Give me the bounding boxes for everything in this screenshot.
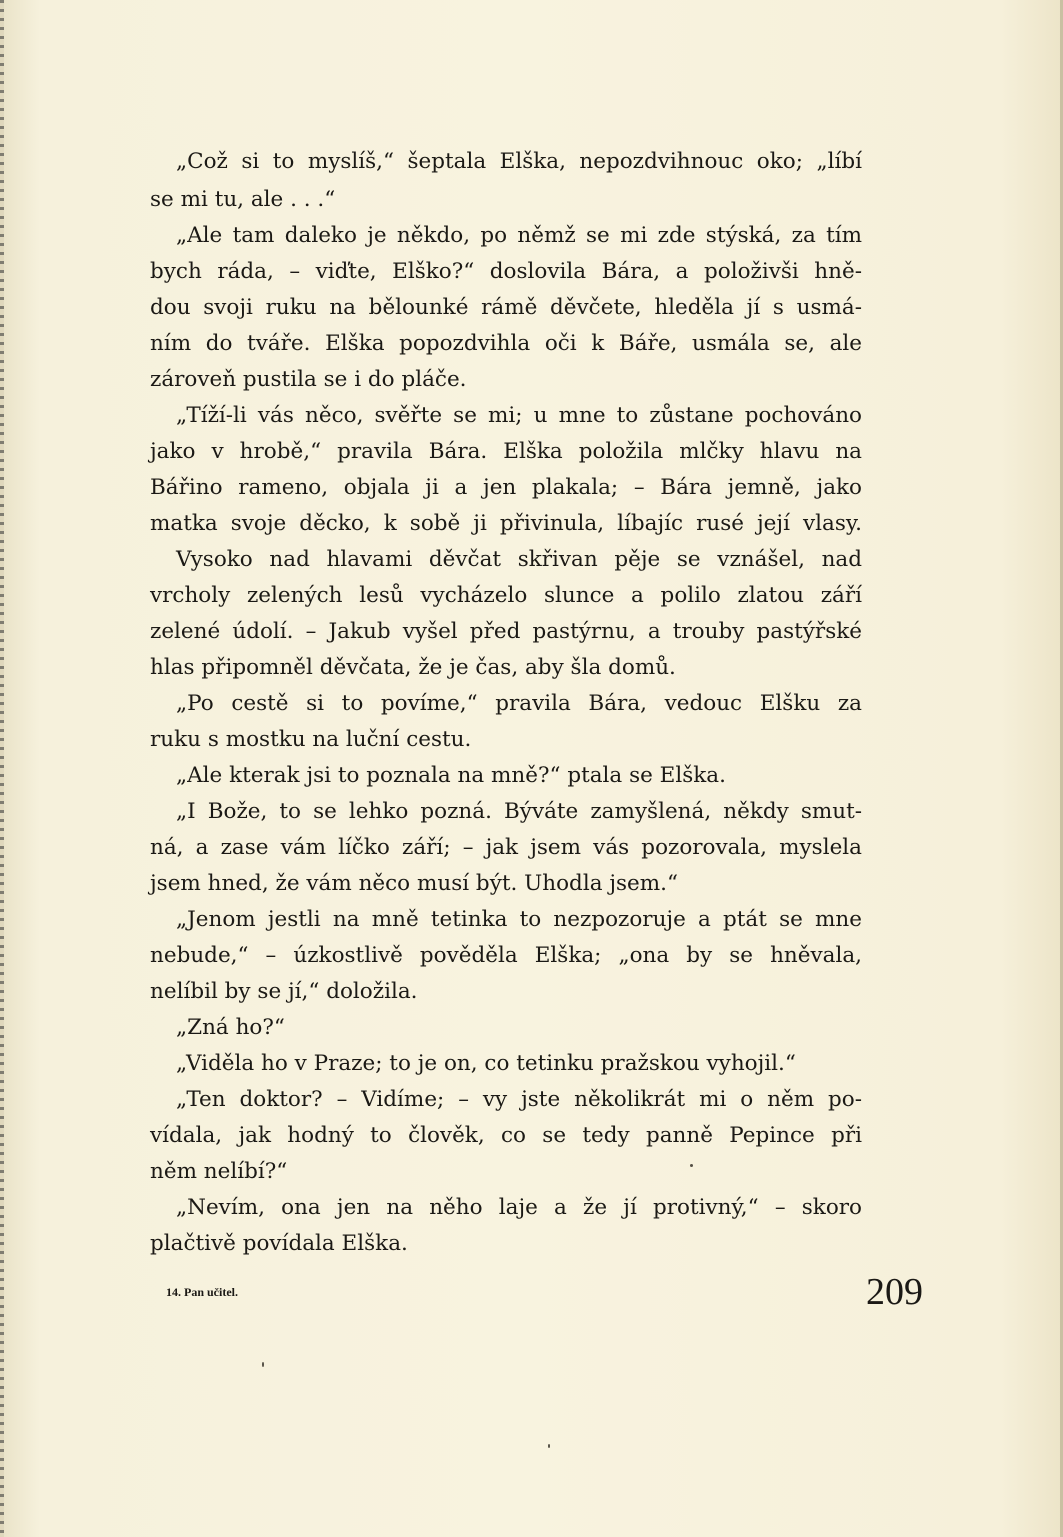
text-line: jsem hned, že vám něco musí být. Uhodla jsem.“ [150,871,678,896]
text-line: se mi tu, ale . . .“ [150,187,336,212]
text-line: Vysoko nad hlavami děvčat skřivan pěje se vznášel, nad [176,547,862,572]
text-line: „Nevím, ona jen na něho laje a že jí protivný,“ – skoro [176,1195,862,1220]
text-line: vrcholy zelených lesů vycházelo slunce a polilo zlatou září [150,583,862,608]
text-line: „Ten doktor? – Vidíme; – vy jste několikrát mi o něm po- [176,1087,862,1112]
text-line: Bářino rameno, objala ji a jen plakala; – Bára jemně, jako [150,475,862,500]
text-line: nebude,“ – úzkostlivě pověděla Elška; „ona by se hněvala, [150,943,862,968]
text-line: nelíbil by se jí,“ doložila. [150,979,418,1004]
text-line: jako v hrobě,“ pravila Bára. Elška položila mlčky hlavu na [150,439,862,464]
text-line: „Viděla ho v Praze; to je on, co tetinku pražskou vyhojil.“ [176,1051,796,1076]
text-line: „Zná ho?“ [176,1015,285,1040]
text-line: dou svoji ruku na bělounké rámě děvčete, hleděla jí s usmá- [150,295,862,320]
text-line: ná, a zase vám líčko září; – jak jsem vás pozorovala, myslela [150,835,862,860]
text-line: ruku s mostku na luční cestu. [150,727,472,752]
text-line: „Ale kterak jsi to poznala na mně?“ ptala se Elška. [176,763,726,788]
text-line: „Jenom jestli na mně tetinka to nezpozoruje a ptát se mne [176,907,862,932]
text-line: zelené údolí. – Jakub vyšel před pastýrnu, a trouby pastýřské [150,619,862,644]
text-line: vídala, jak hodný to člověk, co se tedy panně Pepince při [150,1123,862,1148]
print-speck [262,1362,264,1367]
text-line: ním do tváře. Elška popozdvihla oči k Báře, usmála se, ale [150,331,862,356]
signature-mark: 14. Pan učitel. [166,1285,238,1299]
text-line: něm nelíbí?“ [150,1159,288,1184]
print-speck [690,1164,693,1167]
page-number: 209 [866,1271,923,1313]
text-line: „Tíží-li vás něco, svěřte se mi; u mne to zůstane pochováno [176,403,862,428]
text-line: hlas připomněl děvčata, že je čas, aby šla domů. [150,655,676,680]
text-line: „Ale tam daleko je někdo, po němž se mi zde stýská, za tím [176,223,862,248]
text-line: bych ráda, – viďte, Elško?“ doslovila Bára, a položivši hně- [150,259,862,284]
text-line: matka svoje děcko, k sobě ji přivinula, líbajíc rusé její vlasy. [150,511,862,536]
text-line: plačtivě povídala Elška. [150,1231,408,1256]
text-line: „I Bože, to se lehko pozná. Býváte zamyšlená, někdy smut- [176,799,862,824]
text-line: zároveň pustila se i do pláče. [150,367,467,392]
text-line: „Což si to myslíš,“ šeptala Elška, nepozdvihnouc oko; „líbí [176,149,862,174]
print-speck [548,1444,550,1448]
text-line: „Po cestě si to povíme,“ pravila Bára, vedouc Elšku za [176,691,862,716]
